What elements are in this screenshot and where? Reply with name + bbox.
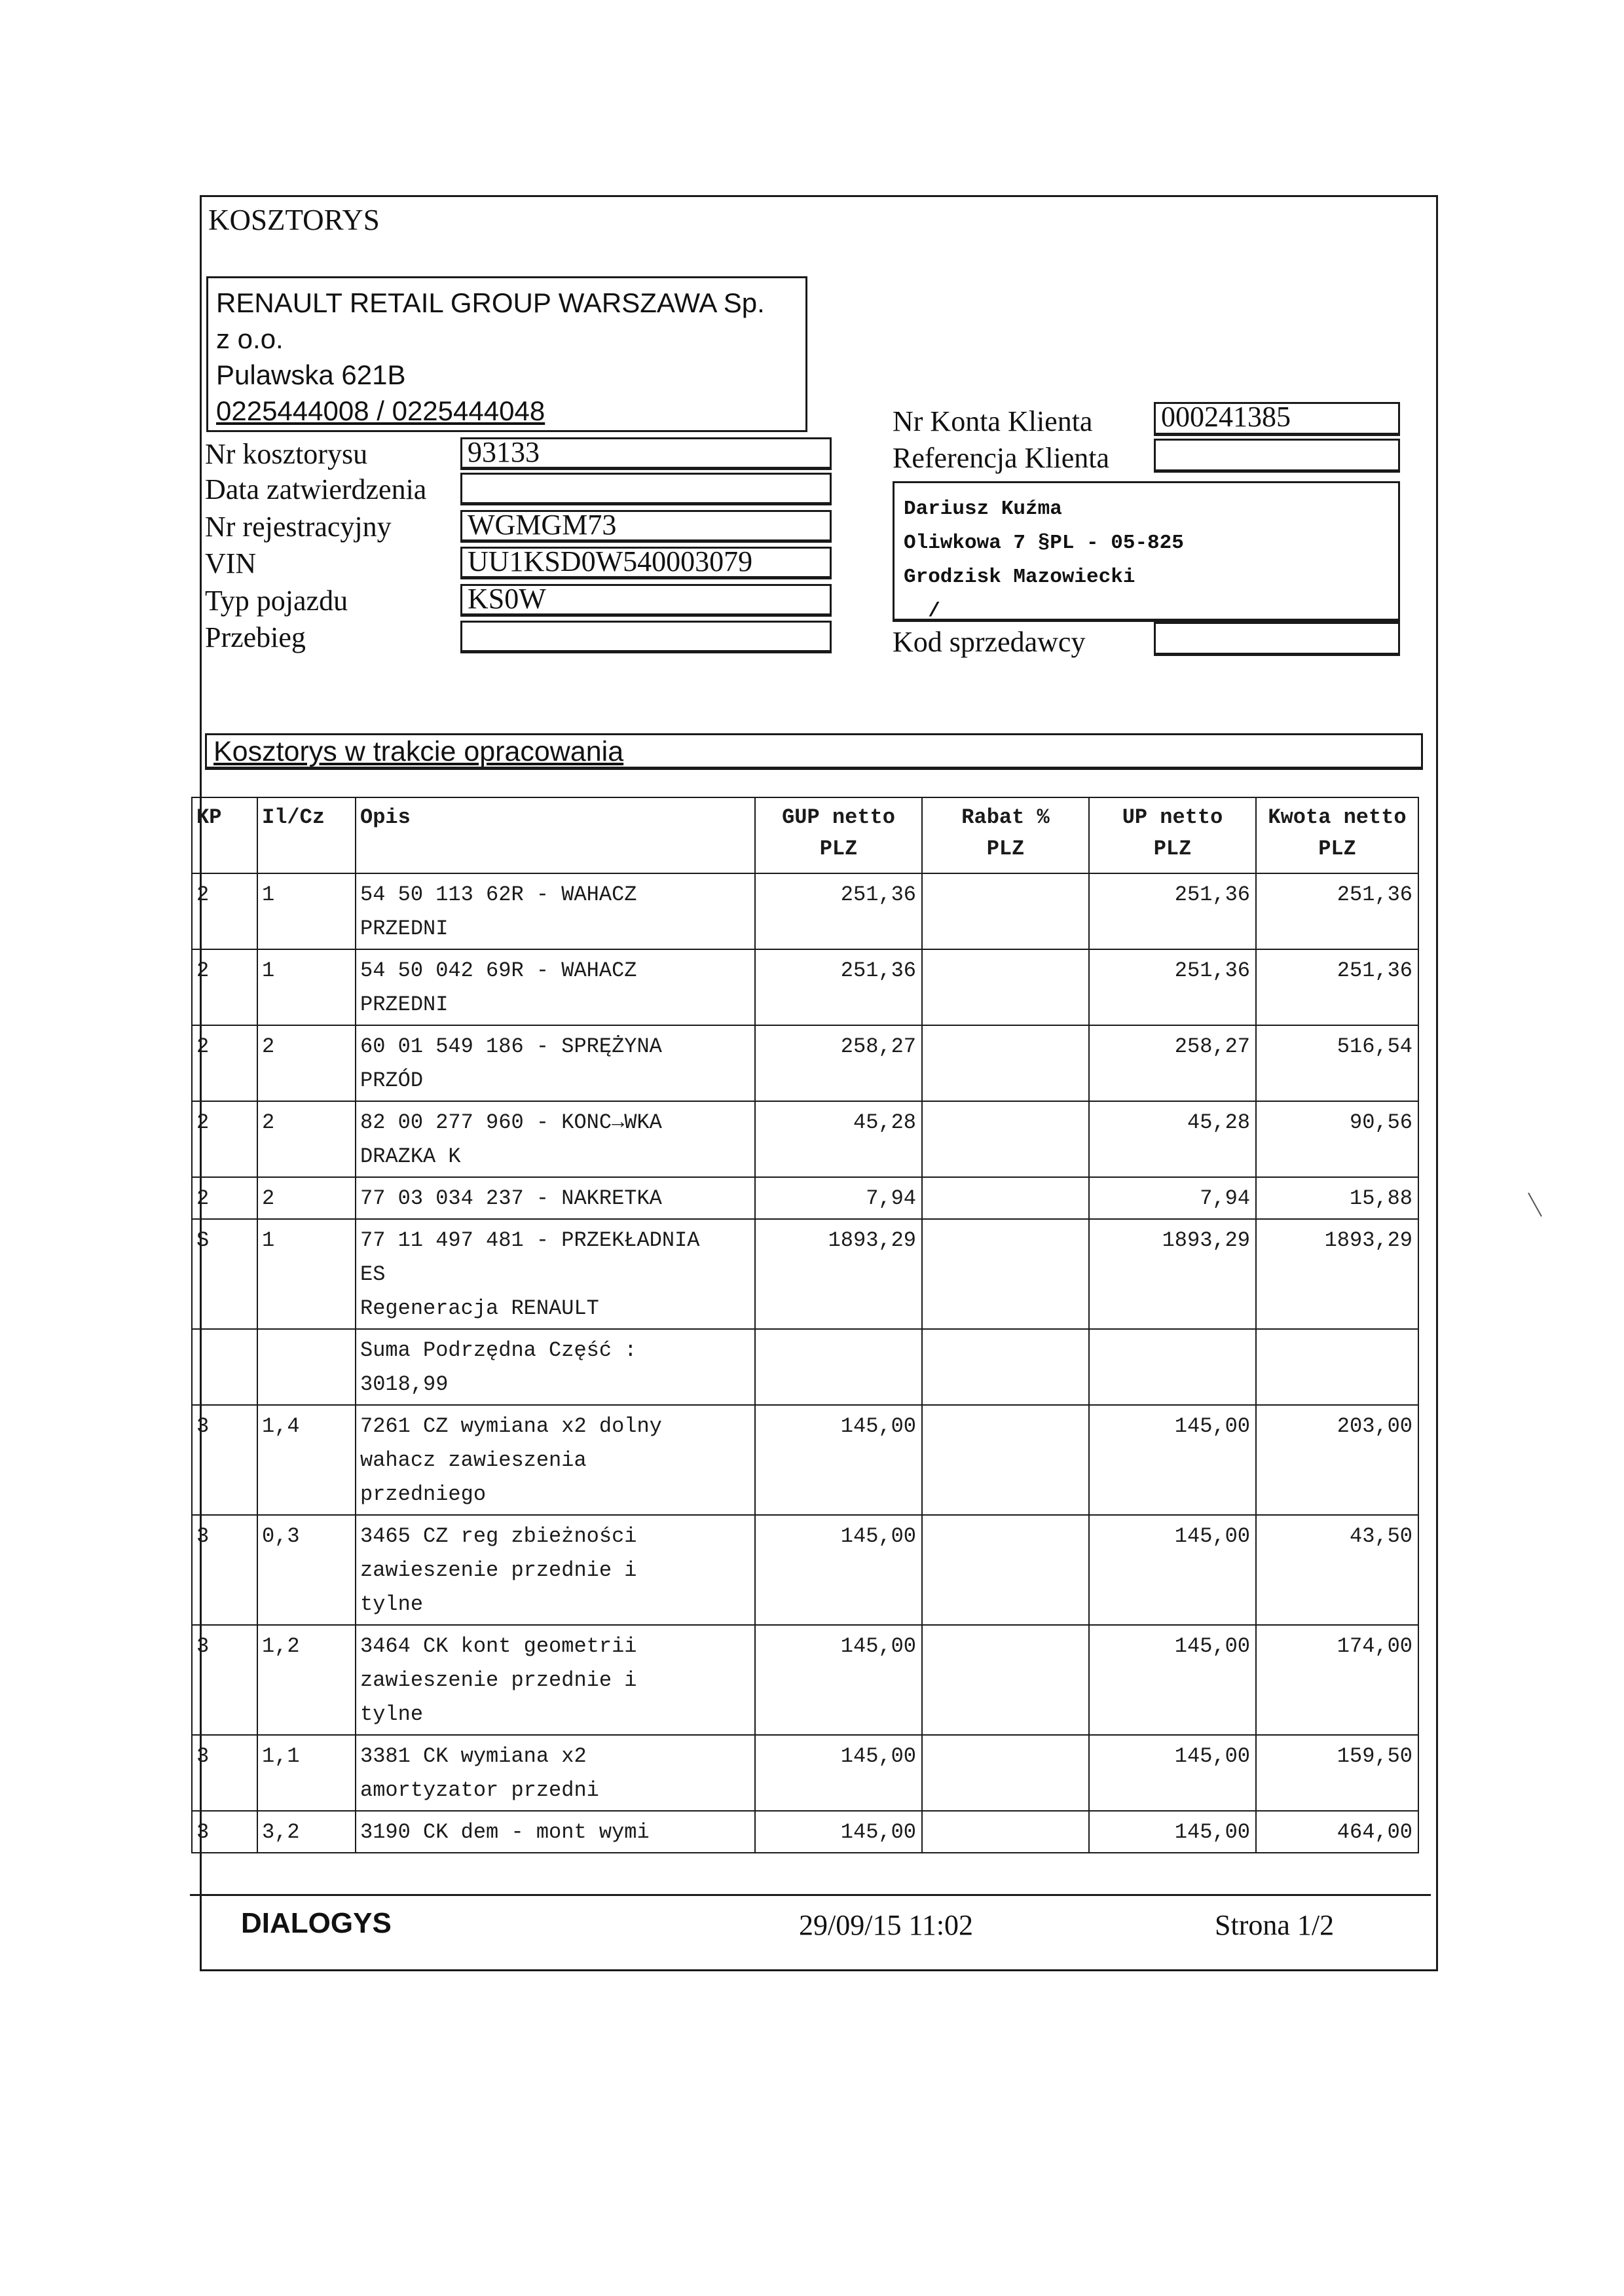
cell-kp: 2 [192, 949, 257, 1025]
table-row [192, 1515, 1418, 1625]
cell-net-amount: 90,56 [1256, 1101, 1418, 1177]
column-header-up-net: UP netto PLZ [1089, 797, 1256, 873]
cell-description: 7261 CZ wymiana x2 dolny wahacz zawieszenia przedniego [356, 1405, 755, 1515]
mileage-field [460, 621, 832, 653]
vin-label: VIN [205, 547, 257, 579]
cell-discount [922, 1329, 1089, 1405]
table-row [192, 1177, 1418, 1219]
cell-kp: 2 [192, 1025, 257, 1101]
cell-net-amount: 516,54 [1256, 1025, 1418, 1101]
registration-number-field: WGMGM73 [460, 510, 832, 543]
cell-qty: 2 [257, 1101, 356, 1177]
cell-gup-net [755, 1329, 922, 1405]
cell-discount [922, 949, 1089, 1025]
seller-code-label: Kod sprzedawcy [893, 626, 1086, 658]
client-reference-label: Referencja Klienta [893, 442, 1110, 474]
cell-description: 3190 CK dem - mont wymi [356, 1811, 755, 1853]
estimate-status-banner [205, 733, 1423, 770]
client-extra: / [904, 600, 940, 623]
cell-gup-net: 7,94 [755, 1177, 922, 1219]
cell-up-net: 7,94 [1089, 1177, 1256, 1219]
cell-up-net: 145,00 [1089, 1735, 1256, 1811]
stray-pen-mark [1526, 1192, 1545, 1219]
cell-discount [922, 1625, 1089, 1735]
cell-net-amount: 251,36 [1256, 873, 1418, 949]
column-header-gup-net: GUP netto PLZ [755, 797, 922, 873]
estimate-status-text: Kosztorys w trakcie opracowania [213, 736, 624, 767]
cell-gup-net: 258,27 [755, 1025, 922, 1101]
client-reference-field [1154, 439, 1400, 473]
cell-discount [922, 1101, 1089, 1177]
cell-description: 3381 CK wymiana x2 amortyzator przedni [356, 1735, 755, 1811]
cell-up-net: 145,00 [1089, 1405, 1256, 1515]
client-account-field: 000241385 [1154, 402, 1400, 436]
cell-net-amount: 43,50 [1256, 1515, 1418, 1625]
cell-net-amount: 464,00 [1256, 1811, 1418, 1853]
cell-qty: 1,4 [257, 1405, 356, 1515]
column-header-description: Opis [356, 797, 755, 873]
vehicle-type-label: Typ pojazdu [205, 585, 348, 617]
cell-description: Suma Podrzędna Część : 3018,99 [356, 1329, 755, 1405]
company-address: Pulawska 621B [216, 359, 406, 390]
cell-qty [257, 1329, 356, 1405]
column-header-net-amount: Kwota netto PLZ [1256, 797, 1418, 873]
cell-kp: 3 [192, 1405, 257, 1515]
cell-gup-net: 45,28 [755, 1101, 922, 1177]
footer-brand: DIALOGYS [241, 1907, 392, 1939]
cell-up-net: 251,36 [1089, 873, 1256, 949]
cell-net-amount: 203,00 [1256, 1405, 1418, 1515]
estimate-number-label: Nr kosztorysu [205, 438, 368, 470]
cell-up-net: 45,28 [1089, 1101, 1256, 1177]
cell-description: 77 11 497 481 - PRZEKŁADNIA ES Regeneracja RENAULT [356, 1219, 755, 1329]
cell-kp: 2 [192, 1177, 257, 1219]
vehicle-type-field: KS0W [460, 584, 832, 617]
column-header-qty: Il/Cz [257, 797, 356, 873]
cell-gup-net: 145,00 [755, 1625, 922, 1735]
cell-net-amount: 174,00 [1256, 1625, 1418, 1735]
vin-field: UU1KSD0W540003079 [460, 547, 832, 579]
table-row [192, 1101, 1418, 1177]
cell-up-net: 251,36 [1089, 949, 1256, 1025]
cell-qty: 3,2 [257, 1811, 356, 1853]
cell-qty: 1 [257, 949, 356, 1025]
client-address-block [893, 481, 1400, 622]
cell-up-net [1089, 1329, 1256, 1405]
seller-code-field [1154, 622, 1400, 656]
cell-up-net: 145,00 [1089, 1811, 1256, 1853]
footer-datetime: 29/09/15 11:02 [799, 1909, 974, 1941]
company-phones: 0225444008 / 0225444048 [216, 395, 545, 426]
table-row [192, 1405, 1418, 1515]
cell-gup-net: 251,36 [755, 873, 922, 949]
cell-kp: 3 [192, 1625, 257, 1735]
approval-date-label: Data zatwierdzenia [205, 473, 427, 505]
mileage-label: Przebieg [205, 621, 306, 653]
footer-page-number: Strona 1/2 [1215, 1909, 1335, 1941]
cell-discount [922, 1219, 1089, 1329]
cell-kp [192, 1329, 257, 1405]
cell-kp: 3 [192, 1515, 257, 1625]
cell-net-amount [1256, 1329, 1418, 1405]
cell-description: 60 01 549 186 - SPRĘŻYNA PRZÓD [356, 1025, 755, 1101]
cell-gup-net: 145,00 [755, 1405, 922, 1515]
cell-kp: 2 [192, 1101, 257, 1177]
cell-qty: 1 [257, 873, 356, 949]
table-row [192, 949, 1418, 1025]
cell-net-amount: 15,88 [1256, 1177, 1418, 1219]
cell-description: 82 00 277 960 - KONC→WKA DRAZKA K [356, 1101, 755, 1177]
client-account-label: Nr Konta Klienta [893, 405, 1093, 437]
cell-description: 3464 CK kont geometrii zawieszenie przednie i tylne [356, 1625, 755, 1735]
cell-kp: 2 [192, 873, 257, 949]
cell-up-net: 1893,29 [1089, 1219, 1256, 1329]
cell-net-amount: 1893,29 [1256, 1219, 1418, 1329]
cell-discount [922, 1177, 1089, 1219]
cell-gup-net: 145,00 [755, 1515, 922, 1625]
table-row [192, 1811, 1418, 1853]
cell-net-amount: 251,36 [1256, 949, 1418, 1025]
cell-discount [922, 1025, 1089, 1101]
cell-gup-net: 145,00 [755, 1735, 922, 1811]
client-street: Oliwkowa 7 §PL - 05-825 [904, 532, 1184, 555]
cell-description: 3465 CZ reg zbieżności zawieszenie przednie i tylne [356, 1515, 755, 1625]
table-row [192, 1625, 1418, 1735]
cell-qty: 0,3 [257, 1515, 356, 1625]
cell-kp: 3 [192, 1735, 257, 1811]
table-row [192, 1329, 1418, 1405]
cell-description: 54 50 113 62R - WAHACZ PRZEDNI [356, 873, 755, 949]
table-row [192, 1025, 1418, 1101]
cell-qty: 2 [257, 1025, 356, 1101]
column-header-kp: KP [192, 797, 257, 873]
cell-gup-net: 251,36 [755, 949, 922, 1025]
approval-date-field [460, 473, 832, 505]
cell-net-amount: 159,50 [1256, 1735, 1418, 1811]
cell-qty: 1,2 [257, 1625, 356, 1735]
table-row [192, 873, 1418, 949]
client-city: Grodzisk Mazowiecki [904, 566, 1135, 589]
cell-gup-net: 145,00 [755, 1811, 922, 1853]
table-row [192, 1735, 1418, 1811]
cell-qty: 1,1 [257, 1735, 356, 1811]
cell-up-net: 258,27 [1089, 1025, 1256, 1101]
registration-number-label: Nr rejestracyjny [205, 511, 392, 543]
estimate-number-field: 93133 [460, 437, 832, 470]
column-header-discount: Rabat % PLZ [922, 797, 1089, 873]
cell-kp: 3 [192, 1811, 257, 1853]
company-name-line1: RENAULT RETAIL GROUP WARSZAWA Sp. [216, 287, 765, 318]
document-footer [190, 1895, 1434, 1967]
cell-description: 54 50 042 69R - WAHACZ PRZEDNI [356, 949, 755, 1025]
company-name-line2: z o.o. [216, 323, 284, 354]
cell-qty: 2 [257, 1177, 356, 1219]
cell-discount [922, 1811, 1089, 1853]
cell-kp: S [192, 1219, 257, 1329]
items-table-body [192, 873, 1418, 1853]
cell-description: 77 03 034 237 - NAKRETKA [356, 1177, 755, 1219]
cell-discount [922, 1405, 1089, 1515]
document-title: KOSZTORYS [208, 204, 380, 236]
cell-discount [922, 1515, 1089, 1625]
cell-up-net: 145,00 [1089, 1515, 1256, 1625]
cell-up-net: 145,00 [1089, 1625, 1256, 1735]
client-name: Dariusz Kuźma [904, 498, 1062, 520]
items-table-header [192, 797, 1418, 873]
table-row [192, 1219, 1418, 1329]
cell-qty: 1 [257, 1219, 356, 1329]
cell-discount [922, 1735, 1089, 1811]
company-block [206, 276, 807, 432]
cell-discount [922, 873, 1089, 949]
items-table [191, 797, 1419, 1853]
cell-gup-net: 1893,29 [755, 1219, 922, 1329]
